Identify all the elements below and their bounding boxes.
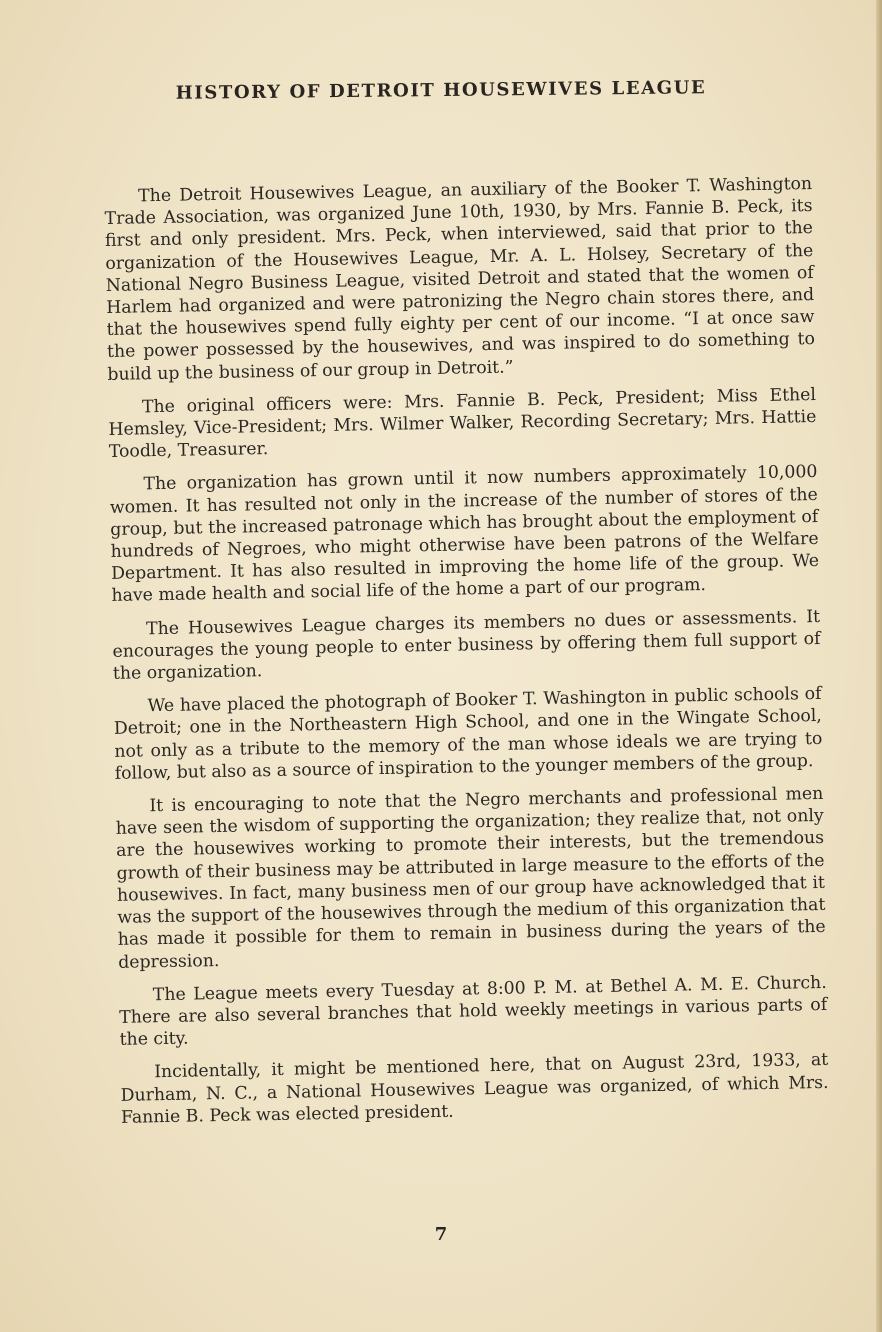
- paragraph-officers: The original officers were: Mrs. Fannie B. Peck, President; Miss Ethel Hemsley, Vice-President; Mrs. Wilmer Walker, Recording Secretary; Mrs. Hattie Toodle, Treasurer.: [108, 384, 817, 463]
- paragraph-photograph: We have placed the photograph of Booker T. Washington in public schools of Detroit; one in the Northeastern High School, and one in the Wingate School, not only as a tribute to the memory of the man whose ideals we are trying to follow, but also as a source of inspiration to the younger members of the group.: [113, 684, 823, 784]
- paragraph-dues: The Housewives League charges its members no dues or assessments. It encourages the young people to enter business by offering them full support of the organization.: [112, 606, 821, 684]
- page-edge: [876, 0, 882, 1332]
- page-title: HISTORY OF DETROIT HOUSEWIVES LEAGUE: [175, 77, 707, 104]
- page-number: 7: [434, 1224, 448, 1245]
- paragraph-meetings: The League meets every Tuesday at 8:00 P. M. at Bethel A. M. E. Church. There are also several branches that hold weekly meetings in various parts of the city.: [119, 972, 828, 1050]
- paragraph-founding: The Detroit Housewives League, an auxiliary of the Booker T. Washington Trade Association, was organized June 10th, 1930, by Mrs. Fannie B. Peck, its first and only president. Mrs. Peck, when interviewed, said that prior to the organization of the Housewives League, Mr. A. L. Holsey, Secretary of the National Negro Business League, visited Detroit and stated that the women of Harlem had organized and were patronizing the Negro chain stores there, and that the housewives spend fully eighty per cent of our income. “I at once saw the power possessed by the housewives, and was inspired to do something to build up the business of our group in Detroit.”: [104, 174, 816, 385]
- body-text: [104, 173, 829, 1140]
- paragraph-growth: The organization has grown until it now numbers approximately 10,000 women. It has resulted not only in the increase of the number of stores of the group, but the increased patronage which has brought about the employment of hundreds of Negroes, who might otherwise have been patrons of the Welfare Department. It has also resulted in improving the home life of the group. We have made health and social life of the home a part of our program.: [109, 462, 820, 607]
- paragraph-merchants: It is encouraging to note that the Negro merchants and professional men have seen the wisdom of supporting the organization; they realize that, not only are the housewives working to promote their interests, but the tremendous growth of their business may be attributed in large measure to the efforts of the housewives. In fact, many business men of our group have acknowledged that it was the support of the housewives through the medium of this organization that has made it possible for them to remain in business during the years of the depression.: [115, 784, 826, 973]
- paragraph-national-league: Incidentally, it might be mentioned here, that on August 23rd, 1933, at Durham, N. C., a National Housewives League was organized, of which Mrs. Fannie B. Peck was elected president.: [120, 1050, 829, 1128]
